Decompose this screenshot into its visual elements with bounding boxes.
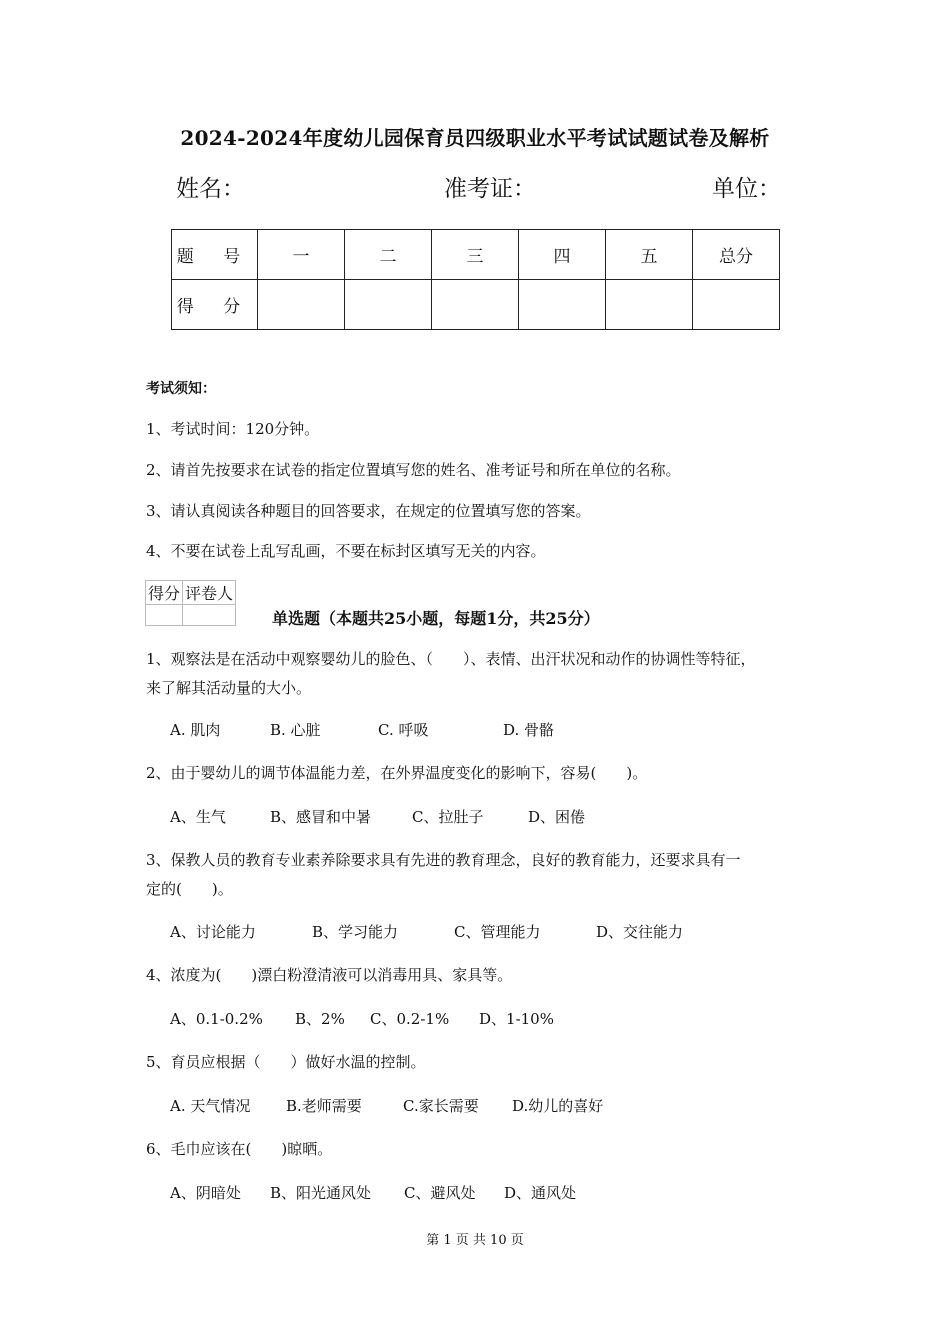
question-1-stem: 1、观察法是在活动中观察婴幼儿的脸色、（ ）、表情、出汗状况和动作的协调性等特征， xyxy=(146,650,756,668)
score-table-header-label: 题 号 xyxy=(172,230,258,280)
page-footer: 第 1 页 共 10 页 xyxy=(426,1233,524,1248)
score-cell-4[interactable] xyxy=(519,280,606,330)
score-cell-total[interactable] xyxy=(693,280,780,330)
score-table-score-row xyxy=(172,280,780,330)
question-3-stem-cont: 定的( )。 xyxy=(146,880,233,898)
notice-item: 2、请首先按要求在试卷的指定位置填写您的姓名、准考证号和所在单位的名称。 xyxy=(146,461,681,479)
option-d[interactable]: D. 骨骼 xyxy=(503,721,555,739)
option-a[interactable]: A. 天气情况 xyxy=(170,1097,251,1115)
score-table-col-4: 四 xyxy=(519,230,606,280)
option-a[interactable]: A. 肌肉 xyxy=(170,721,221,739)
grader-box xyxy=(145,580,236,626)
score-table-col-2: 二 xyxy=(345,230,432,280)
option-c[interactable]: C.家长需要 xyxy=(403,1097,479,1115)
option-d[interactable]: D、通风处 xyxy=(504,1184,577,1202)
question-1-stem-cont: 来了解其活动量的大小。 xyxy=(146,679,312,697)
notice-item: 1、考试时间：120分钟。 xyxy=(146,420,320,438)
question-5-stem: 5、育员应根据（ ）做好水温的控制。 xyxy=(146,1053,426,1071)
option-d[interactable]: D.幼儿的喜好 xyxy=(512,1097,604,1115)
option-c[interactable]: C、管理能力 xyxy=(454,923,541,941)
option-d[interactable]: D、困倦 xyxy=(528,808,586,826)
option-c[interactable]: C、0.2-1% xyxy=(370,1010,450,1028)
option-a[interactable]: A、讨论能力 xyxy=(170,923,256,941)
grader-name-cell[interactable] xyxy=(183,605,236,626)
grader-name-label: 评卷人 xyxy=(183,581,236,605)
score-table-col-5: 五 xyxy=(606,230,693,280)
score-cell-1[interactable] xyxy=(258,280,345,330)
option-b[interactable]: B. 心脏 xyxy=(270,721,321,739)
grader-score-label: 得分 xyxy=(146,581,183,605)
grader-score-cell[interactable] xyxy=(146,605,183,626)
option-d[interactable]: D、1-10% xyxy=(479,1010,554,1028)
option-b[interactable]: B、学习能力 xyxy=(312,923,399,941)
notice-item: 3、请认真阅读各种题目的回答要求，在规定的位置填写您的答案。 xyxy=(146,502,591,520)
notice-item: 4、不要在试卷上乱写乱画，不要在标封区填写无关的内容。 xyxy=(146,542,546,560)
exam-id-field-label: 准考证： xyxy=(444,176,536,202)
notice-heading: 考试须知： xyxy=(146,381,216,397)
name-field-label: 姓名： xyxy=(176,176,245,202)
question-2-stem: 2、由于婴幼儿的调节体温能力差，在外界温度变化的影响下，容易( )。 xyxy=(146,764,648,782)
score-table-header-row xyxy=(172,230,780,280)
option-c[interactable]: C、避风处 xyxy=(404,1184,476,1202)
option-b[interactable]: B、2% xyxy=(295,1010,345,1028)
option-a[interactable]: A、生气 xyxy=(170,808,226,826)
option-a[interactable]: A、0.1-0.2% xyxy=(170,1010,263,1028)
score-table-col-3: 三 xyxy=(432,230,519,280)
option-b[interactable]: B、感冒和中暑 xyxy=(270,808,372,826)
question-3-stem: 3、保教人员的教育专业素养除要求具有先进的教育理念，良好的教育能力，还要求具有一 xyxy=(146,851,741,869)
question-6-stem: 6、毛巾应该在( )晾晒。 xyxy=(146,1140,333,1158)
unit-field-label: 单位： xyxy=(712,176,781,202)
score-cell-2[interactable] xyxy=(345,280,432,330)
page-title: 2024-2024年度幼儿园保育员四级职业水平考试试题试卷及解析 xyxy=(180,126,770,150)
option-b[interactable]: B、阳光通风处 xyxy=(270,1184,372,1202)
score-cell-3[interactable] xyxy=(432,280,519,330)
section-title: 单选题（本题共25小题，每题1分，共25分） xyxy=(272,609,600,628)
option-b[interactable]: B.老师需要 xyxy=(286,1097,362,1115)
score-table-row-label: 得 分 xyxy=(172,280,258,330)
option-a[interactable]: A、阴暗处 xyxy=(170,1184,241,1202)
score-table-col-total: 总分 xyxy=(693,230,780,280)
score-table-col-1: 一 xyxy=(258,230,345,280)
score-table xyxy=(171,229,780,330)
option-c[interactable]: C. 呼吸 xyxy=(378,721,429,739)
score-cell-5[interactable] xyxy=(606,280,693,330)
option-d[interactable]: D、交往能力 xyxy=(596,923,684,941)
option-c[interactable]: C、拉肚子 xyxy=(412,808,484,826)
question-4-stem: 4、浓度为( )漂白粉澄清液可以消毒用具、家具等。 xyxy=(146,966,513,984)
